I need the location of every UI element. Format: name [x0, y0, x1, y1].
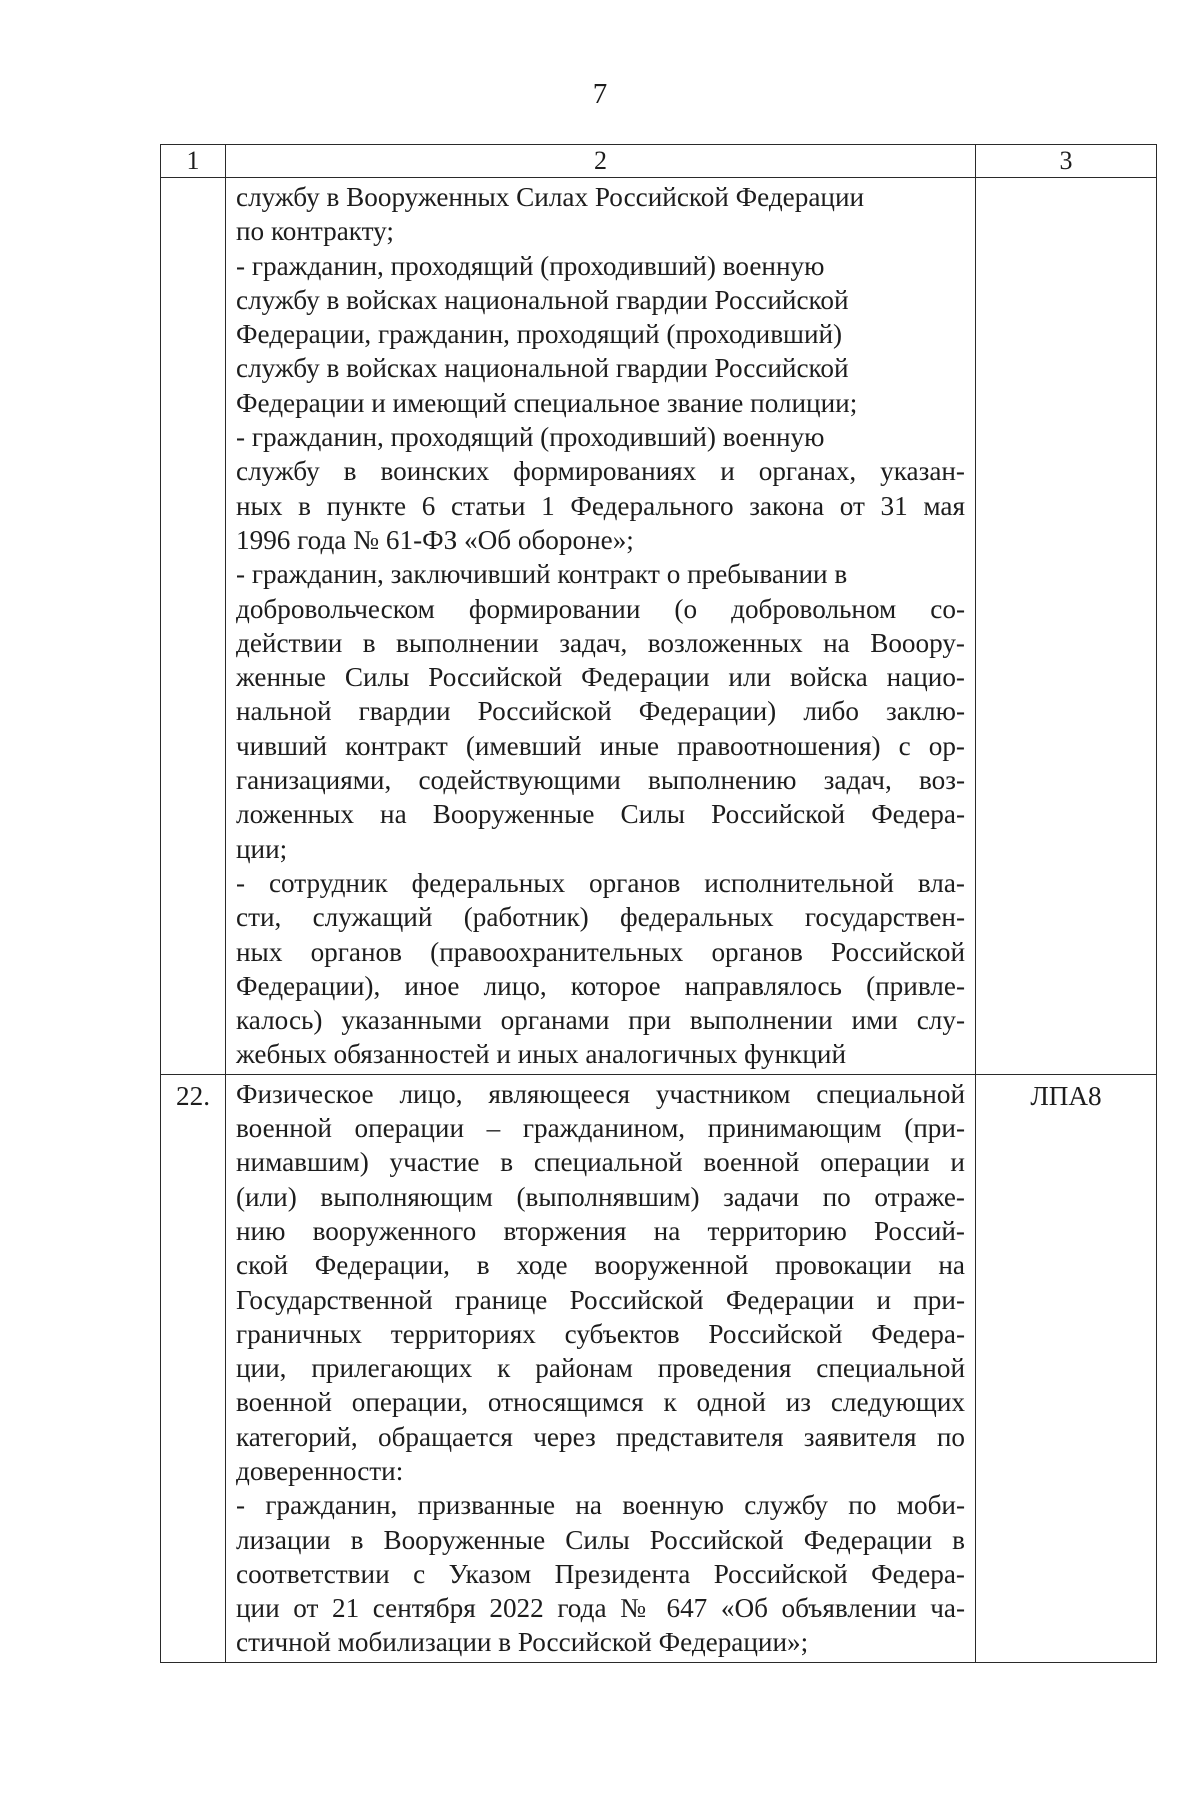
text-line: ции, прилегающих к районам проведения специальной: [236, 1353, 965, 1384]
text-line: соответствии с Указом Президента Российской Федера-: [236, 1558, 965, 1589]
text-line: сти, служащий (работник) федеральных государствен-: [236, 902, 965, 933]
document-table: [160, 144, 1157, 1663]
text-line: - гражданин, проходящий (проходивший) военную: [236, 250, 825, 281]
text-line: стичной мобилизации в Российской Федерации»;: [236, 1627, 809, 1658]
text-line: ложенных на Вооруженные Силы Российской Федера-: [236, 799, 965, 830]
text-line: действии в выполнении задач, возложенных на Вооору-: [236, 627, 965, 658]
text-line: Федерации и имеющий специальное звание полиции;: [236, 387, 858, 418]
text-line: Физическое лицо, являющееся участником специальной: [236, 1078, 965, 1109]
table-row: [161, 178, 1157, 1075]
text-line: службу в войсках национальной гвардии Российской: [236, 353, 849, 384]
text-line: - сотрудник федеральных органов исполнительной вла-: [236, 867, 965, 898]
text-line: военной операции, относящимся к одной из следующих: [236, 1387, 965, 1418]
text-line: - гражданин, проходящий (проходивший) военную: [236, 422, 825, 453]
text-line: службу в воинских формированиях и органах, указан-: [236, 456, 965, 487]
column-header-2: 2: [226, 145, 976, 178]
text-line: женные Силы Российской Федерации или войска нацио-: [236, 662, 965, 693]
row-description-cell: [226, 178, 976, 1075]
text-line: ции;: [236, 833, 288, 864]
row-number-cell: 22.: [161, 1074, 226, 1662]
text-line: по контракту;: [236, 216, 394, 247]
row-description-cell: [226, 1074, 976, 1662]
page-number: 7: [592, 78, 608, 110]
text-line: категорий, обращается через представителя заявителя по: [236, 1421, 965, 1452]
row-category-cell: [976, 178, 1157, 1075]
text-line: ных в пункте 6 статьи 1 Федерального закона от 31 мая: [236, 490, 965, 521]
text-line: Федерации), иное лицо, которое направлялось (привле-: [236, 970, 965, 1001]
text-line: доверенности:: [236, 1455, 404, 1486]
text-line: ных органов (правоохранительных органов Российской: [236, 936, 965, 967]
text-line: нию вооруженного вторжения на территорию Россий-: [236, 1215, 965, 1246]
text-line: Государственной границе Российской Федерации и при-: [236, 1284, 965, 1315]
text-line: граничных территориях субъектов Российской Федера-: [236, 1318, 965, 1349]
row-number-cell: [161, 178, 226, 1075]
text-line: лизации в Вооруженные Силы Российской Федерации в: [236, 1524, 965, 1555]
text-line: военной операции – гражданином, принимающим (при-: [236, 1113, 965, 1144]
table-row: [161, 1074, 1157, 1662]
text-line: 1996 года № 61-ФЗ «Об обороне»;: [236, 524, 634, 555]
column-header-1: 1: [161, 145, 226, 178]
text-line: добровольческом формировании (о добровольном со-: [236, 593, 965, 624]
text-line: службу в войсках национальной гвардии Российской: [236, 284, 849, 315]
text-line: - гражданин, призванные на военную службу по моби-: [236, 1490, 965, 1521]
table-header-row: [161, 145, 1157, 178]
text-line: чивший контракт (имевший иные правоотношения) с ор-: [236, 730, 965, 761]
text-line: нальной гвардии Российской Федерации) либо заклю-: [236, 696, 965, 727]
row-category-cell: ЛПА8: [976, 1074, 1157, 1662]
text-line: - гражданин, заключивший контракт о пребывании в: [236, 559, 848, 590]
text-line: ганизациями, содействующими выполнению задач, воз-: [236, 765, 965, 796]
text-line: нимавшим) участие в специальной военной операции и: [236, 1147, 965, 1178]
text-line: ции от 21 сентября 2022 года № 647 «Об объявлении ча-: [236, 1593, 965, 1624]
text-line: ской Федерации, в ходе вооруженной провокации на: [236, 1250, 965, 1281]
text-line: калось) указанными органами при выполнении ими слу-: [236, 1005, 965, 1036]
text-line: службу в Вооруженных Силах Российской Федерации: [236, 182, 865, 212]
text-line: жебных обязанностей и иных аналогичных функций: [236, 1039, 847, 1070]
text-line: (или) выполняющим (выполнявшим) задачи по отраже-: [236, 1181, 965, 1212]
text-line: Федерации, гражданин, проходящий (проходивший): [236, 319, 843, 350]
column-header-3: 3: [976, 145, 1157, 178]
